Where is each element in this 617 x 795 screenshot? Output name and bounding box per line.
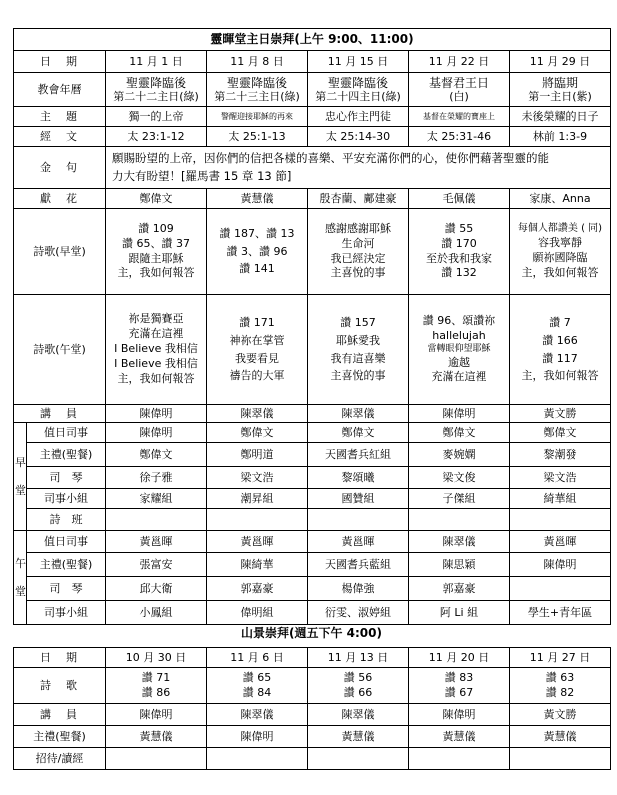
song-line: 讚 7: [549, 316, 571, 330]
song-line: 我要看見: [235, 351, 279, 365]
dates-row-cell: 11 月 15 日: [308, 51, 409, 73]
scripture-row-cell: 太 25:31-46: [409, 127, 510, 147]
noon-duty-row: [14, 531, 611, 553]
duty-cell: [510, 577, 611, 601]
early-duty-row: [14, 423, 611, 443]
hill-preacher-row: [14, 704, 611, 726]
hill-songs-row-cell: [409, 668, 510, 704]
duty-cell: 小鳳組: [106, 601, 207, 625]
songs-am-cell: [308, 209, 409, 295]
noon-side-label: [14, 531, 27, 625]
side-char: 堂: [15, 483, 26, 497]
song-line: 祢是獨賽亞: [128, 312, 184, 326]
hill-preacher-row-cell: 陳翠儀: [207, 704, 308, 726]
hill-usher-row-cell: [106, 748, 207, 770]
songs-am-cell: [106, 209, 207, 295]
song-line: 跟隨主耶穌: [128, 251, 184, 265]
song-line: 讚 132: [441, 266, 477, 280]
hill-preacher-row-cell: 陳偉明: [106, 704, 207, 726]
hill-host-row-cell: 黃慧儀: [409, 726, 510, 748]
dates-row-cell: 11 月 1 日: [106, 51, 207, 73]
song-line: 感謝感謝耶穌: [325, 221, 391, 235]
noon-duty-row: [14, 601, 611, 625]
season-cell: [207, 73, 308, 107]
songs-pm-cell: [409, 295, 510, 405]
season-line: 將臨期: [542, 75, 579, 90]
song-line: 我已經決定: [330, 251, 386, 265]
songs-am-row: [14, 209, 611, 295]
duty-cell: 黃邕暉: [106, 531, 207, 553]
dates-row: [14, 51, 611, 73]
hill-service-table: [13, 647, 611, 770]
duty-cell: 潮昇組: [207, 489, 308, 509]
golden-verse-row: [14, 147, 611, 189]
duty-cell: [207, 509, 308, 531]
duty-cell: 陳偉明: [510, 553, 611, 577]
hill-host-row-cell: 黃慧儀: [106, 726, 207, 748]
song-line: 讚 170: [441, 236, 477, 250]
song-line: 當轉眼仰望耶穌: [427, 344, 491, 355]
song-line: 主，我如何報答: [117, 266, 195, 280]
songs-pm-label: 詩歌(午堂): [14, 295, 106, 405]
song-line: 主，我如何報答: [521, 369, 599, 383]
duty-cell: 綺華組: [510, 489, 611, 509]
duty-cell: 家耀組: [106, 489, 207, 509]
hill-usher-row-cell: [308, 748, 409, 770]
hill-host-row-cell: 黃慧儀: [510, 726, 611, 748]
song-line: 我有這喜樂: [330, 351, 386, 365]
preacher-row-cell: 陳翠儀: [207, 405, 308, 423]
season-line: 第二十四主日(綠): [315, 90, 401, 104]
duty-cell: 黎頌曦: [308, 467, 409, 489]
duty-cell: 天國耆兵紅組: [308, 443, 409, 467]
season-line: 聖靈降臨後: [226, 75, 287, 90]
dates-row-cell: 11 月 22 日: [409, 51, 510, 73]
duty-cell: 鄭偉文: [510, 423, 611, 443]
season-cell: [106, 73, 207, 107]
song-line: 讚 141: [239, 262, 275, 276]
dates-row-cell: 11 月 29 日: [510, 51, 611, 73]
duty-cell: 梁文浩: [510, 467, 611, 489]
hill-dates-row-cell: 11 月 6 日: [207, 648, 308, 668]
side-char: 午: [15, 557, 26, 571]
early-duty-row: [14, 489, 611, 509]
song-line: 讚 166: [542, 333, 578, 347]
season-cell: [308, 73, 409, 107]
preacher-row-label: 講 員: [14, 405, 106, 423]
hill-host-row-label: 主禮(聖餐): [14, 726, 106, 748]
song-line: 讚 65: [242, 670, 272, 684]
season-row: [14, 73, 611, 107]
hill-usher-row-cell: [207, 748, 308, 770]
song-line: 讚 63: [545, 670, 575, 684]
season-line: 聖靈降臨後: [125, 75, 186, 90]
song-line: 主，我如何報答: [521, 265, 599, 279]
duty-cell: 天國耆兵藍組: [308, 553, 409, 577]
duty-cell: 陳偉明: [106, 423, 207, 443]
duty-cell: [106, 509, 207, 531]
songs-am-cell: [207, 209, 308, 295]
duty-cell: 鄭明道: [207, 443, 308, 467]
scripture-row-cell: 太 23:1-12: [106, 127, 207, 147]
songs-pm-cell: [510, 295, 611, 405]
main-title: 靈暉堂主日崇拜(上午 9:00、11:00): [14, 29, 611, 51]
hill-dates-row-cell: 11 月 20 日: [409, 648, 510, 668]
song-line: 讚 55: [444, 221, 474, 235]
hill-songs-row: [14, 668, 611, 704]
duty-cell: 黎潮發: [510, 443, 611, 467]
duty-cell: 黃邕暉: [510, 531, 611, 553]
duty-cell: 鄭偉文: [106, 443, 207, 467]
flowers-row: [14, 189, 611, 209]
dates-row-label: 日 期: [14, 51, 106, 73]
song-line: 主喜悅的事: [330, 369, 386, 383]
hill-usher-row-label: 招待/讀經: [14, 748, 106, 770]
song-line: 讚 71: [141, 670, 171, 684]
hill-dates-row-label: 日 期: [14, 648, 106, 668]
flowers-row-cell: 家康、Anna: [510, 189, 611, 209]
hill-host-row: [14, 726, 611, 748]
duty-cell: [409, 509, 510, 531]
song-line: 讚 65、讚 37: [122, 236, 190, 250]
song-line: 讚 96、頌讚祢: [422, 313, 496, 327]
hill-preacher-row-cell: 陳偉明: [409, 704, 510, 726]
flowers-row-cell: 殷杏蘭、鄺建豪: [308, 189, 409, 209]
season-line: 聖靈降臨後: [327, 75, 388, 90]
hill-songs-row-cell: [106, 668, 207, 704]
song-line: 至於我和我家: [426, 251, 492, 265]
duty-cell: 偉明組: [207, 601, 308, 625]
songs-pm-cell: [106, 295, 207, 405]
early-duty-row: [14, 443, 611, 467]
duty-label: 司事小組: [27, 489, 106, 509]
song-line: 讚 109: [138, 221, 174, 235]
duty-cell: 陳綺華: [207, 553, 308, 577]
hill-dates-row-cell: 11 月 13 日: [308, 648, 409, 668]
main-service-table: [13, 28, 611, 625]
early-duty-row: [14, 467, 611, 489]
noon-duty-row: [14, 553, 611, 577]
duty-label: 值日司事: [27, 423, 106, 443]
preacher-row-cell: 陳翠儀: [308, 405, 409, 423]
dates-row-cell: 11 月 8 日: [207, 51, 308, 73]
golden-verse-text: [106, 147, 611, 189]
hill-songs-row-cell: [207, 668, 308, 704]
duty-cell: 鄭偉文: [207, 423, 308, 443]
theme-row-cell: 忠心作主門徒: [308, 107, 409, 127]
duty-cell: 郭嘉豪: [207, 577, 308, 601]
song-line: 耶穌愛我: [336, 333, 380, 347]
song-line: 讚 82: [545, 685, 575, 699]
duty-cell: 梁文浩: [207, 467, 308, 489]
early-side-label: [14, 423, 27, 531]
songs-pm-cell: [207, 295, 308, 405]
theme-row-label: 主 題: [14, 107, 106, 127]
theme-row-cell: 警醒迎接耶穌的再來: [207, 107, 308, 127]
side-char: 早: [15, 456, 26, 470]
flowers-row-label: 獻 花: [14, 189, 106, 209]
duty-label: 司 琴: [27, 577, 106, 601]
hill-host-row-cell: 陳偉明: [207, 726, 308, 748]
season-line: 第二十二主日(綠): [113, 90, 199, 104]
song-line: 容我寧靜: [538, 235, 583, 249]
theme-row-cell: 獨一的上帝: [106, 107, 207, 127]
theme-row-cell: 未後榮耀的日子: [510, 107, 611, 127]
preacher-row-cell: 黃文勝: [510, 405, 611, 423]
song-line: I Believe 我相信: [114, 342, 198, 356]
early-duty-row: [14, 509, 611, 531]
duty-label: 主禮(聖餐): [27, 443, 106, 467]
song-line: 讚 56: [343, 670, 373, 684]
hill-usher-row-cell: [409, 748, 510, 770]
duty-cell: 阿 Li 組: [409, 601, 510, 625]
duty-cell: 梁文俊: [409, 467, 510, 489]
theme-row-cell: 基督在榮耀的寶座上: [409, 107, 510, 127]
hill-usher-row: [14, 748, 611, 770]
songs-am-cell: [409, 209, 510, 295]
songs-am-cell: [510, 209, 611, 295]
scripture-row-cell: 太 25:14-30: [308, 127, 409, 147]
song-line: 禱告的大軍: [229, 369, 285, 383]
song-line: 讚 157: [340, 316, 376, 330]
season-cell: [510, 73, 611, 107]
duty-label: 詩 班: [27, 509, 106, 531]
song-line: 讚 66: [343, 685, 373, 699]
song-line: 主喜悅的事: [330, 266, 386, 280]
golden-verse-line: 力大有盼望！[羅馬書 15 章 13 節]: [112, 168, 292, 183]
song-line: 願祢國降臨: [532, 250, 588, 264]
song-line: 讚 117: [542, 351, 578, 365]
hill-service-title: 山景崇拜(週五下午 4:00): [241, 626, 382, 640]
scripture-row: [14, 127, 611, 147]
duty-label: 司事小組: [27, 601, 106, 625]
duty-cell: 張富安: [106, 553, 207, 577]
song-line: 神祢在掌管: [229, 333, 285, 347]
duty-label: 值日司事: [27, 531, 106, 553]
season-line: 第一主日(紫): [528, 90, 592, 104]
song-line: 讚 171: [239, 316, 275, 330]
song-line: 充滿在這裡: [431, 370, 487, 384]
flowers-row-cell: 鄭偉文: [106, 189, 207, 209]
hill-host-row-cell: 黃慧儀: [308, 726, 409, 748]
song-line: 讚 86: [141, 685, 171, 699]
season-line: 基督君王日: [428, 75, 489, 90]
duty-cell: 邱大衛: [106, 577, 207, 601]
season-cell: [409, 73, 510, 107]
duty-label: 司 琴: [27, 467, 106, 489]
hill-songs-row-label: 詩 歌: [14, 668, 106, 704]
hill-dates-row-cell: 10 月 30 日: [106, 648, 207, 668]
season-line: (白): [449, 90, 469, 104]
hill-preacher-row-cell: 陳翠儀: [308, 704, 409, 726]
song-line: 逾越: [448, 355, 470, 369]
theme-row: [14, 107, 611, 127]
scripture-row-label: 經 文: [14, 127, 106, 147]
song-line: 讚 84: [242, 685, 272, 699]
song-line: 生命河: [341, 236, 375, 250]
song-line: 讚 67: [444, 685, 474, 699]
duty-cell: 衍雯、淑婷組: [308, 601, 409, 625]
hill-songs-row-cell: [510, 668, 611, 704]
preacher-row-cell: 陳偉明: [106, 405, 207, 423]
hill-dates-row: [14, 648, 611, 668]
song-line: 讚 187、讚 13: [219, 227, 295, 241]
preacher-row: [14, 405, 611, 423]
duty-cell: 麥婉嫻: [409, 443, 510, 467]
duty-cell: 郭嘉豪: [409, 577, 510, 601]
hill-dates-row-cell: 11 月 27 日: [510, 648, 611, 668]
song-line: I Believe 我相信: [114, 356, 198, 370]
hill-songs-row-cell: [308, 668, 409, 704]
duty-cell: [510, 509, 611, 531]
duty-cell: 徐子雅: [106, 467, 207, 489]
flowers-row-cell: 毛佩儀: [409, 189, 510, 209]
song-line: 讚 3、讚 96: [226, 244, 288, 258]
hill-usher-row-cell: [510, 748, 611, 770]
songs-pm-cell: [308, 295, 409, 405]
duty-cell: 陳思穎: [409, 553, 510, 577]
duty-cell: 楊偉強: [308, 577, 409, 601]
side-char: 堂: [15, 584, 26, 598]
flowers-row-cell: 黃慧儀: [207, 189, 308, 209]
golden-verse-label: 金 句: [14, 147, 106, 189]
duty-cell: 黃邕暉: [207, 531, 308, 553]
hill-preacher-row-cell: 黃文勝: [510, 704, 611, 726]
duty-cell: 陳翠儀: [409, 531, 510, 553]
songs-pm-row: [14, 295, 611, 405]
duty-cell: 鄭偉文: [409, 423, 510, 443]
preacher-row-cell: 陳偉明: [409, 405, 510, 423]
songs-am-label: 詩歌(早堂): [14, 209, 106, 295]
scripture-row-cell: 太 25:1-13: [207, 127, 308, 147]
duty-cell: 國贊組: [308, 489, 409, 509]
duty-label: 主禮(聖餐): [27, 553, 106, 577]
season-line: 第二十三主日(綠): [214, 90, 300, 104]
title-row: [14, 29, 611, 51]
song-line: 讚 83: [444, 670, 474, 684]
duty-cell: 黃邕暉: [308, 531, 409, 553]
duty-cell: 鄭偉文: [308, 423, 409, 443]
song-line: 充滿在這裡: [128, 327, 184, 341]
duty-cell: 學生+青年區: [510, 601, 611, 625]
scripture-row-cell: 林前 1:3-9: [510, 127, 611, 147]
song-line: 主，我如何報答: [117, 371, 195, 385]
duty-cell: 子傑組: [409, 489, 510, 509]
hill-preacher-row-label: 講 員: [14, 704, 106, 726]
noon-duty-row: [14, 577, 611, 601]
golden-verse-line: 願賜盼望的上帝，因你們的信把各樣的喜樂、平安充滿你們的心，使你們藉著聖靈的能: [112, 150, 549, 165]
season-label: 教會年曆: [14, 73, 106, 107]
song-line: 每個人都讚美 ( 同): [517, 223, 603, 235]
song-line: hallelujah: [432, 328, 486, 342]
duty-cell: [308, 509, 409, 531]
